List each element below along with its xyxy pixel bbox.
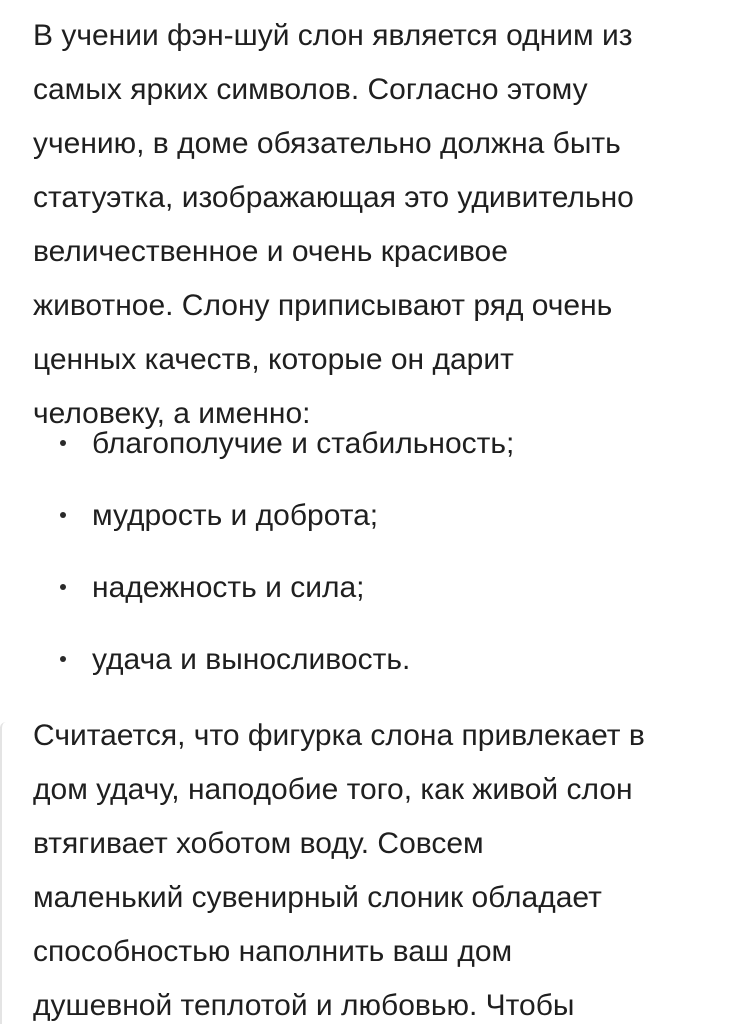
text-line: человеку, а именно: (33, 397, 311, 430)
text-line: В учении фэн-шуй слон является одним из (33, 19, 633, 52)
list-item-text: мудрость и доброта; (92, 499, 379, 532)
text-line: животное. Слону приписывают ряд очень (33, 289, 613, 322)
text-line: учению, в доме обязательно должна быть (33, 127, 621, 160)
bullet-icon (60, 440, 66, 446)
bullet-icon (60, 656, 66, 662)
paragraph-intro (33, 9, 634, 441)
text-line: самых ярких символов. Согласно этому (33, 73, 588, 106)
text-line: Считается, что фигурка слона привлекает в (33, 719, 645, 752)
text-line: ценных качеств, которые он дарит (33, 343, 514, 376)
text-line: статуэтка, изображающая это удивительно (33, 181, 634, 214)
text-line: величественное и очень красивое (33, 235, 508, 268)
text-line: дом удачу, наподобие того, как живой слон (33, 773, 633, 806)
list-item-text: удача и выносливость. (92, 643, 411, 676)
bullet-icon (60, 512, 66, 518)
text-line: душевной теплотой и любовью. Чтобы (33, 989, 575, 1022)
content-edge-divider (0, 722, 8, 1024)
list-item-text: надежность и сила; (92, 571, 365, 604)
list-item-text: благополучие и стабильность; (92, 427, 515, 460)
text-line: втягивает хоботом воду. Совсем (33, 827, 484, 860)
paragraph-continued (33, 709, 645, 1033)
text-line: маленький сувенирный слоник обладает (33, 881, 602, 914)
text-line: способностью наполнить ваш дом (33, 935, 513, 968)
bullet-icon (60, 584, 66, 590)
